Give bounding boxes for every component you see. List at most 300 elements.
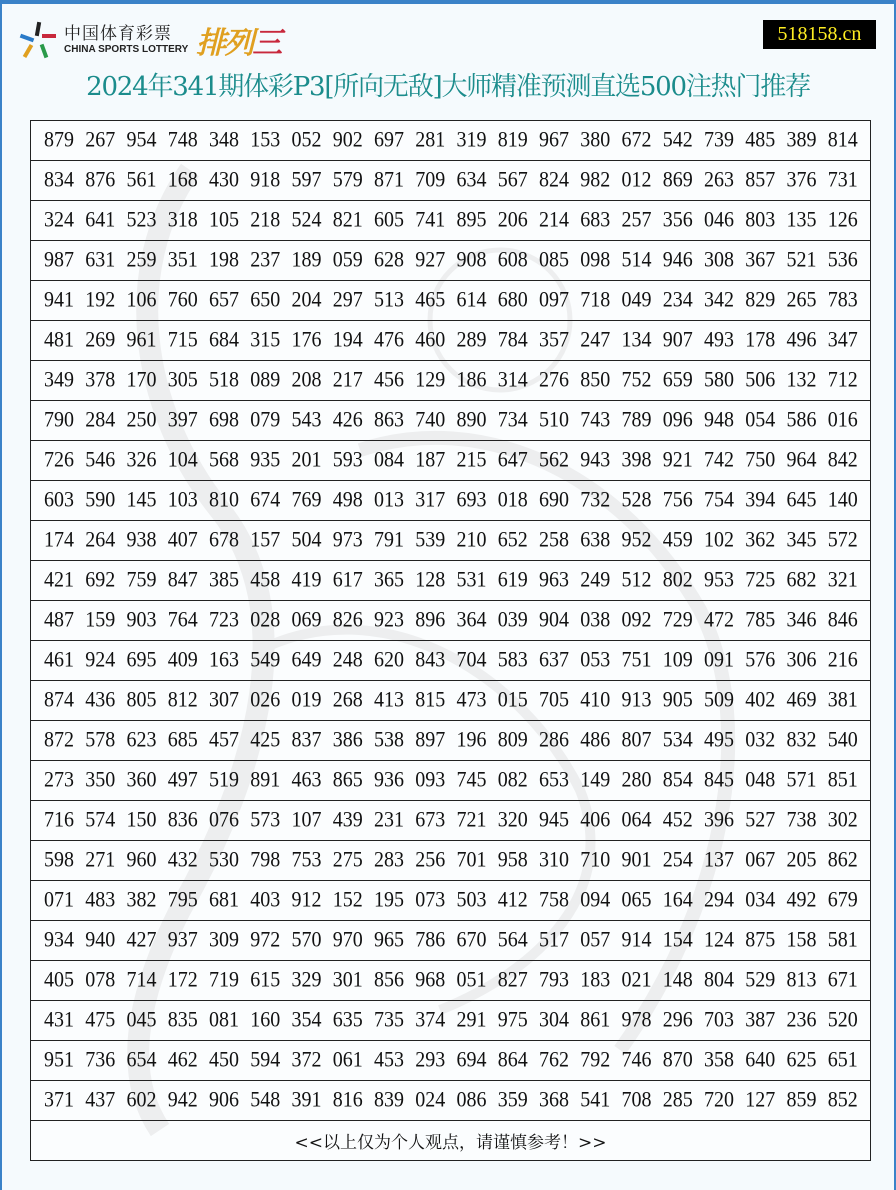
prediction-number: 048 [745,767,776,793]
table-row [31,201,870,241]
prediction-number: 183 [580,967,611,993]
prediction-number: 045 [126,1007,157,1033]
prediction-number: 682 [786,567,817,593]
prediction-number: 201 [291,447,322,473]
prediction-number: 649 [291,647,322,673]
prediction-number: 541 [580,1087,611,1113]
prediction-number: 837 [291,727,322,753]
prediction-number: 286 [539,727,569,753]
prediction-number: 542 [662,127,693,153]
prediction-number: 195 [374,887,404,913]
prediction-number: 723 [209,607,239,633]
prediction-number: 297 [332,287,363,313]
prediction-number: 934 [44,927,74,953]
prediction-number: 149 [580,767,611,793]
prediction-number: 921 [662,447,693,473]
prediction-number: 895 [456,207,487,233]
prediction-number: 908 [456,247,487,273]
prediction-number: 701 [456,847,487,873]
prediction-number: 158 [786,927,817,953]
prediction-number: 904 [539,607,569,633]
site-badge: 518158.cn [763,20,876,49]
prediction-number: 816 [332,1087,363,1113]
prediction-number: 107 [291,807,322,833]
prediction-number: 192 [85,287,116,313]
prediction-number: 291 [456,1007,487,1033]
prediction-number: 320 [497,807,528,833]
prediction-number: 805 [126,687,157,713]
prediction-number: 172 [167,967,198,993]
prediction-number: 683 [580,207,611,233]
prediction-number: 256 [415,847,446,873]
prediction-number: 326 [126,447,157,473]
prediction-number: 875 [745,927,776,953]
table-row [31,721,870,761]
prediction-number: 386 [332,727,363,753]
prediction-number: 038 [580,607,611,633]
prediction-number: 518 [209,367,239,393]
prediction-number: 265 [786,287,817,313]
prediction-number: 517 [539,927,569,953]
prediction-number: 389 [786,127,817,153]
prediction-number: 450 [209,1047,239,1073]
prediction-number: 264 [85,527,116,553]
prediction-number: 813 [786,967,817,993]
prediction-number: 965 [374,927,404,953]
prediction-number: 912 [291,887,322,913]
prediction-number: 069 [291,607,322,633]
prediction-number: 854 [662,767,693,793]
prediction-number: 628 [374,247,404,273]
prediction-number: 412 [497,887,528,913]
lottery-star-icon [18,20,58,60]
prediction-number: 073 [415,887,446,913]
prediction-number: 865 [332,767,363,793]
prediction-number: 863 [374,407,404,433]
prediction-number: 248 [332,647,363,673]
prediction-number: 368 [539,1087,569,1113]
prediction-number: 534 [662,727,693,753]
prediction-number: 034 [745,887,776,913]
prediction-number: 608 [497,247,528,273]
prediction-number: 437 [85,1087,116,1113]
prediction-number: 705 [539,687,569,713]
prediction-number: 615 [250,967,281,993]
prediction-number: 098 [580,247,611,273]
prediction-number: 968 [415,967,446,993]
table-row [31,961,870,1001]
prediction-number: 725 [745,567,776,593]
prediction-number: 540 [827,727,858,753]
prediction-number: 096 [662,407,693,433]
prediction-number: 170 [126,367,157,393]
prediction-number: 791 [374,527,404,553]
prediction-number: 719 [209,967,239,993]
prediction-number: 721 [456,807,487,833]
prediction-number: 539 [415,527,446,553]
prediction-number: 140 [827,487,858,513]
prediction-number: 351 [167,247,198,273]
prediction-number: 580 [704,367,734,393]
prediction-number: 790 [44,407,74,433]
prediction-number: 208 [291,367,322,393]
prediction-number: 861 [580,1007,611,1033]
prediction-number: 527 [745,807,776,833]
prediction-number: 271 [85,847,116,873]
prediction-number: 872 [44,727,74,753]
prediction-number: 803 [745,207,776,233]
prediction-number: 760 [167,287,198,313]
prediction-number: 049 [621,287,652,313]
prediction-number: 436 [85,687,116,713]
prediction-number: 519 [209,767,239,793]
prediction-number: 690 [539,487,569,513]
prediction-number: 498 [332,487,363,513]
prediction-number: 257 [621,207,652,233]
prediction-number: 509 [704,687,734,713]
left-border [0,0,2,1190]
prediction-number: 671 [827,967,858,993]
prediction-number: 520 [827,1007,858,1033]
prediction-number: 269 [85,327,116,353]
prediction-number: 958 [497,847,528,873]
prediction-number: 294 [704,887,734,913]
prediction-number: 826 [332,607,363,633]
prediction-number: 084 [374,447,404,473]
prediction-number: 731 [827,167,858,193]
prediction-number: 651 [827,1047,858,1073]
prediction-number: 135 [786,207,817,233]
prediction-number: 128 [415,567,446,593]
prediction-number: 850 [580,367,611,393]
prediction-number: 891 [250,767,281,793]
prediction-number: 305 [167,367,198,393]
prediction-number: 524 [291,207,322,233]
prediction-number: 421 [44,567,74,593]
prediction-number: 057 [580,927,611,953]
prediction-number: 137 [704,847,734,873]
prediction-number: 759 [126,567,157,593]
prediction-number: 762 [539,1047,569,1073]
prediction-number: 413 [374,687,404,713]
prediction-number: 834 [44,167,74,193]
prediction-number: 938 [126,527,157,553]
logo-chinese-text: 中国体育彩票 [64,24,172,44]
prediction-number: 605 [374,207,404,233]
prediction-number: 652 [497,527,528,553]
prediction-number: 039 [497,607,528,633]
prediction-number: 126 [827,207,858,233]
prediction-number: 236 [786,1007,817,1033]
prediction-number: 085 [539,247,569,273]
prediction-number: 716 [44,807,74,833]
prediction-number: 650 [250,287,281,313]
prediction-number: 284 [85,407,116,433]
prediction-number: 529 [745,967,776,993]
prediction-number: 862 [827,847,858,873]
prediction-number: 948 [704,407,734,433]
prediction-number: 349 [44,367,74,393]
prediction-number: 720 [704,1087,734,1113]
prediction-number: 205 [786,847,817,873]
prediction-number: 598 [44,847,74,873]
prediction-number: 845 [704,767,734,793]
prediction-number: 975 [497,1007,528,1033]
prediction-number: 425 [250,727,281,753]
prediction-number: 846 [827,607,858,633]
prediction-number: 280 [621,767,652,793]
prediction-number: 382 [126,887,157,913]
prediction-number: 431 [44,1007,74,1033]
prediction-number: 712 [827,367,858,393]
prediction-table [30,120,871,1161]
prediction-number: 821 [332,207,363,233]
prediction-number: 614 [456,287,487,313]
prediction-number: 473 [456,687,487,713]
prediction-number: 283 [374,847,404,873]
prediction-number: 407 [167,527,198,553]
table-row [31,281,870,321]
prediction-number: 091 [704,647,734,673]
prediction-number: 829 [745,287,776,313]
prediction-number: 481 [44,327,74,353]
prediction-number: 157 [250,527,281,553]
prediction-number: 907 [662,327,693,353]
prediction-number: 960 [126,847,157,873]
prediction-number: 462 [167,1047,198,1073]
prediction-number: 081 [209,1007,239,1033]
prediction-number: 296 [662,1007,693,1033]
table-row [31,361,870,401]
prediction-number: 109 [662,647,693,673]
prediction-number: 732 [580,487,611,513]
prediction-number: 259 [126,247,157,273]
prediction-number: 105 [209,207,239,233]
prediction-number: 362 [745,527,776,553]
prediction-number: 358 [704,1047,734,1073]
prediction-number: 387 [745,1007,776,1033]
prediction-number: 625 [786,1047,817,1073]
table-row [31,161,870,201]
prediction-number: 216 [827,647,858,673]
prediction-number: 603 [44,487,74,513]
prediction-number: 590 [85,487,116,513]
table-row [31,761,870,801]
prediction-number: 531 [456,567,487,593]
prediction-number: 514 [621,247,652,273]
prediction-number: 405 [44,967,74,993]
prediction-number: 247 [580,327,611,353]
table-row [31,881,870,921]
prediction-number: 852 [827,1087,858,1113]
prediction-number: 506 [745,367,776,393]
prediction-number: 347 [827,327,858,353]
prediction-number: 496 [786,327,817,353]
prediction-number: 814 [827,127,858,153]
prediction-number: 562 [539,447,569,473]
prediction-number: 746 [621,1047,652,1073]
prediction-number: 152 [332,887,363,913]
prediction-number: 124 [704,927,734,953]
prediction-number: 189 [291,247,322,273]
prediction-number: 940 [85,927,116,953]
prediction-number: 148 [662,967,693,993]
prediction-number: 215 [456,447,487,473]
prediction-number: 275 [332,847,363,873]
prediction-number: 961 [126,327,157,353]
prediction-number: 018 [497,487,528,513]
prediction-number: 318 [167,207,198,233]
prediction-number: 963 [539,567,569,593]
prediction-number: 206 [497,207,528,233]
prediction-number: 843 [415,647,446,673]
prediction-number: 964 [786,447,817,473]
prediction-number: 792 [580,1047,611,1073]
prediction-number: 059 [332,247,363,273]
prediction-number: 348 [209,127,239,153]
prediction-number: 906 [209,1087,239,1113]
prediction-number: 342 [704,287,734,313]
prediction-number: 758 [539,887,569,913]
prediction-number: 457 [209,727,239,753]
prediction-number: 354 [291,1007,322,1033]
prediction-number: 071 [44,887,74,913]
prediction-number: 982 [580,167,611,193]
prediction-number: 054 [745,407,776,433]
prediction-number: 134 [621,327,652,353]
prediction-number: 345 [786,527,817,553]
prediction-number: 715 [167,327,198,353]
table-row [31,601,870,641]
prediction-number: 127 [745,1087,776,1113]
table-row [31,641,870,681]
prediction-number: 026 [250,687,281,713]
prediction-number: 267 [85,127,116,153]
prediction-number: 693 [456,487,487,513]
prediction-number: 234 [662,287,693,313]
prediction-number: 273 [44,767,74,793]
table-row [31,921,870,961]
prediction-number: 315 [250,327,281,353]
prediction-number: 013 [374,487,404,513]
prediction-number: 497 [167,767,198,793]
prediction-number: 680 [497,287,528,313]
prediction-number: 741 [415,207,446,233]
prediction-number: 673 [415,807,446,833]
prediction-number: 937 [167,927,198,953]
prediction-number: 789 [621,407,652,433]
prediction-number: 743 [580,407,611,433]
prediction-number: 923 [374,607,404,633]
prediction-number: 594 [250,1047,281,1073]
prediction-number: 570 [291,927,322,953]
prediction-number: 132 [786,367,817,393]
prediction-number: 783 [827,287,858,313]
prediction-number: 967 [539,127,569,153]
prediction-number: 378 [85,367,116,393]
prediction-number: 321 [827,567,858,593]
prediction-number: 638 [580,527,611,553]
prediction-number: 827 [497,967,528,993]
prediction-number: 469 [786,687,817,713]
prediction-number: 094 [580,887,611,913]
prediction-number: 513 [374,287,404,313]
prediction-number: 896 [415,607,446,633]
prediction-number: 697 [374,127,404,153]
prediction-number: 703 [704,1007,734,1033]
prediction-number: 309 [209,927,239,953]
prediction-number: 463 [291,767,322,793]
prediction-number: 204 [291,287,322,313]
prediction-number: 403 [250,887,281,913]
page-title: 2024年341期体彩P3[所向无敌]大师精准预测直选500注热门推荐 [86,72,810,102]
prediction-number: 486 [580,727,611,753]
prediction-number: 021 [621,967,652,993]
prediction-number: 573 [250,807,281,833]
prediction-number: 876 [85,167,116,193]
prediction-number: 231 [374,807,404,833]
prediction-number: 586 [786,407,817,433]
prediction-number: 093 [415,767,446,793]
prediction-number: 176 [291,327,322,353]
prediction-number: 483 [85,887,116,913]
prediction-number: 218 [250,207,281,233]
prediction-number: 810 [209,487,239,513]
prediction-number: 371 [44,1087,74,1113]
prediction-number: 217 [332,367,363,393]
prediction-number: 674 [250,487,281,513]
prediction-number: 538 [374,727,404,753]
prediction-number: 835 [167,1007,198,1033]
table-row [31,401,870,441]
prediction-number: 032 [745,727,776,753]
prediction-number: 734 [497,407,528,433]
prediction-number: 927 [415,247,446,273]
prediction-number: 381 [827,687,858,713]
prediction-number: 943 [580,447,611,473]
prediction-number: 168 [167,167,198,193]
prediction-number: 046 [704,207,734,233]
prediction-number: 102 [704,527,734,553]
prediction-number: 427 [126,927,157,953]
table-row [31,561,870,601]
prediction-number: 307 [209,687,239,713]
table-row [31,521,870,561]
prediction-number: 372 [291,1047,322,1073]
prediction-number: 672 [621,127,652,153]
prediction-number: 874 [44,687,74,713]
prediction-number: 476 [374,327,404,353]
prediction-number: 847 [167,567,198,593]
prediction-number: 324 [44,207,74,233]
prediction-number: 456 [374,367,404,393]
prediction-number: 901 [621,847,652,873]
prediction-number: 869 [662,167,693,193]
prediction-number: 028 [250,607,281,633]
prediction-number: 548 [250,1087,281,1113]
prediction-number: 097 [539,287,569,313]
prediction-number: 657 [209,287,239,313]
prediction-number: 268 [332,687,363,713]
prediction-number: 364 [456,607,487,633]
prediction-number: 306 [786,647,817,673]
prediction-number: 308 [704,247,734,273]
prediction-number: 250 [126,407,157,433]
prediction-number: 738 [786,807,817,833]
prediction-number: 659 [662,367,693,393]
prediction-number: 376 [786,167,817,193]
prediction-number: 159 [85,607,116,633]
